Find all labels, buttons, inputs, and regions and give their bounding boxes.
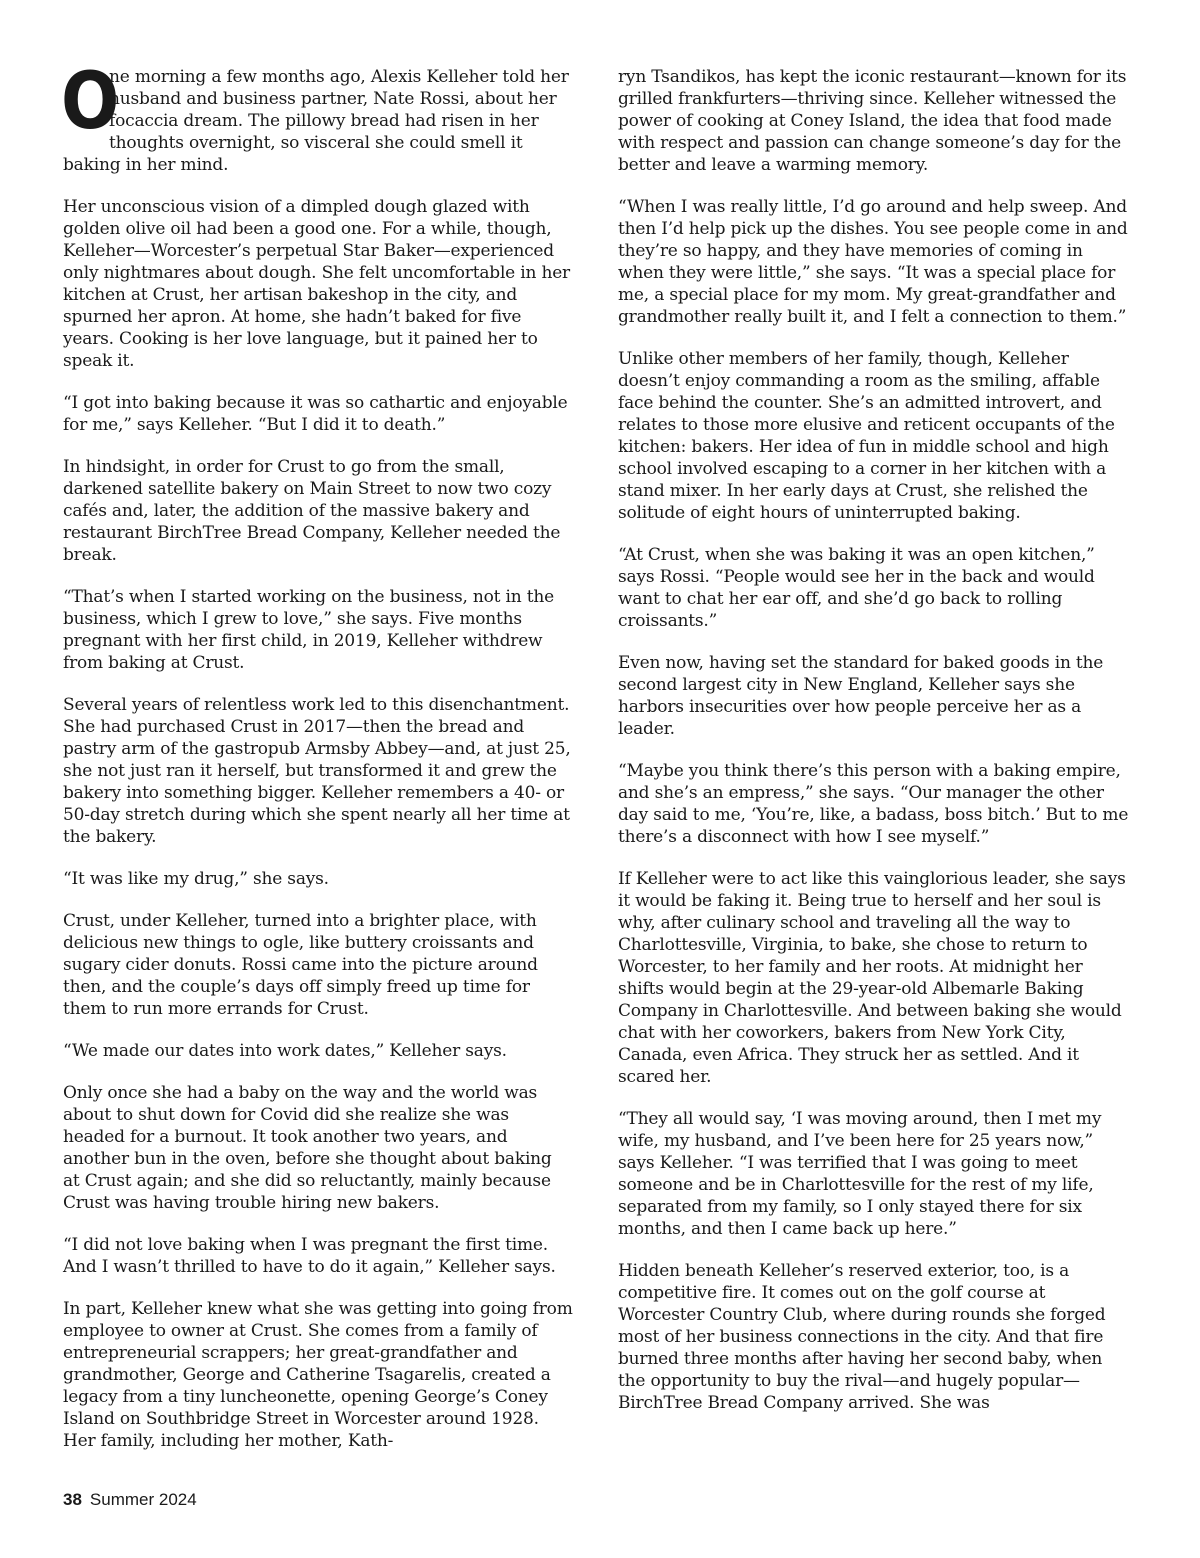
page-number: 38: [63, 1490, 82, 1509]
article-paragraph: Hidden beneath Kelleher’s reserved exterior, too, is a competitive fire. It comes out on the golf course at Worcester Country Club, where during rounds she forged most of her business connections in the city. And that fire burned three months after having her second baby, when the opportunity to buy the rival—and hugely popular—BirchTree Bread Company arrived. She was: [618, 1261, 1106, 1413]
article-paragraph-1: [61, 57, 573, 176]
article-paragraph: “I got into baking because it was so cathartic and enjoyable for me,” says Kelleher. “But I did it to death.”: [63, 393, 568, 435]
issue-label: Summer 2024: [89, 1490, 197, 1509]
article-paragraph: ryn Tsandikos, has kept the iconic restaurant—known for its grilled frankfurters—thriving since. Kelleher witnessed the power of cooking at Coney Island, the idea that food made with respect and passion can change someone’s day for the better and leave a warming memory.: [618, 67, 1127, 175]
article-paragraph: Unlike other members of her family, though, Kelleher doesn’t enjoy commanding a room as the smiling, affable face behind the counter. She’s an admitted introvert, and relates to those more elusive and reticent occupants of the kitchen: bakers. Her idea of fun in middle school and high school involved escaping to a corner in her kitchen with a stand mixer. In her early days at Crust, she relished the solitude of eight hours of uninterrupted baking.: [618, 349, 1115, 523]
article-paragraph: “It was like my drug,” she says.: [63, 869, 329, 889]
article-paragraph: In part, Kelleher knew what she was getting into going from employee to owner at Crust. She comes from a family of entrepreneurial scrappers; her great-grandfather and grandmother, George and Catherine Tsagarelis, created a legacy from a tiny luncheonette, opening George’s Coney Island on Southbridge Street in Worcester around 1928. Her family, including her mother, Kath-: [63, 1299, 573, 1451]
article-paragraph: Only once she had a baby on the way and the world was about to shut down for Covid did she realize she was headed for a burnout. It took another two years, and another bun in the oven, before she thought about baking at Crust again; and she did so reluctantly, mainly because Crust was having trouble hiring new bakers.: [63, 1083, 552, 1213]
article-paragraph: “I did not love baking when I was pregnant the first time. And I wasn’t thrilled to have to do it again,” Kelleher says.: [63, 1235, 556, 1277]
drop-cap: O: [61, 57, 120, 147]
paragraph-text: ne morning a few months ago, Alexis Kelleher told her husband and business partner, Nate Rossi, about her focaccia dream. The pillowy bread had risen in her thoughts overnight, so visceral she could smell it baking in her mind.: [63, 67, 569, 175]
article-paragraph: “We made our dates into work dates,” Kelleher says.: [63, 1041, 507, 1061]
article-paragraph: “When I was really little, I’d go around and help sweep. And then I’d help pick up the dishes. You see people come in and they’re so happy, and they have memories of coming in when they were little,” she says. “It was a special place for me, a special place for my mom. My great-grandfather and grandmother really built it, and I felt a connection to them.”: [618, 197, 1128, 327]
article-paragraph: “That’s when I started working on the business, not in the business, which I grew to love,” she says. Five months pregnant with her first child, in 2019, Kelleher withdrew from baking at Crust.: [63, 587, 554, 673]
article-paragraph: Several years of relentless work led to this disenchantment. She had purchased Crust in 2017—then the bread and pastry arm of the gastropub Armsby Abbey—and, at just 25, she not just ran it herself, but transformed it and grew the bakery into something bigger. Kelleher remembers a 40- or 50-day stretch during which she spent nearly all her time at the bakery.: [63, 695, 571, 847]
right-column: [618, 66, 1132, 1434]
article-paragraph: Her unconscious vision of a dimpled dough glazed with golden olive oil had been a good one. For a while, though, Kelleher—Worcester’s perpetual Star Baker—experienced only nightmares about dough. She felt uncomfortable in her kitchen at Crust, her artisan bakeshop in the city, and spurned her apron. At home, she hadn’t baked for five years. Cooking is her love language, but it pained her to speak it.: [63, 197, 570, 371]
article-paragraph: Even now, having set the standard for baked goods in the second largest city in New England, Kelleher says she harbors insecurities over how people perceive her as a leader.: [618, 653, 1104, 739]
left-column: [61, 57, 573, 1472]
page-footer: [63, 1490, 197, 1510]
article-paragraph: “At Crust, when she was baking it was an open kitchen,” says Rossi. “People would see her in the back and would want to chat her ear off, and she’d go back to rolling croissants.”: [618, 545, 1095, 631]
article-paragraph: Crust, under Kelleher, turned into a brighter place, with delicious new things to ogle, like buttery croissants and sugary cider donuts. Rossi came into the picture around then, and the couple’s days off simply freed up time for them to run more errands for Crust.: [63, 911, 538, 1019]
article-paragraph: “Maybe you think there’s this person with a baking empire, and she’s an empress,” she says. “Our manager the other day said to me, ‘You’re, like, a badass, boss bitch.’ But to me there’s a disconnect with how I see myself.”: [618, 761, 1129, 847]
article-paragraph: “They all would say, ‘I was moving around, then I met my wife, my husband, and I’ve been here for 25 years now,” says Kelleher. “I was terrified that I was going to meet someone and be in Charlottesville for the rest of my life, separated from my family, so I only stayed there for six months, and then I came back up here.”: [618, 1109, 1102, 1239]
article-paragraph: In hindsight, in order for Crust to go from the small, darkened satellite bakery on Main Street to now two cozy cafés and, later, the addition of the massive bakery and restaurant BirchTree Bread Company, Kelleher needed the break.: [63, 457, 561, 565]
article-paragraph: If Kelleher were to act like this vainglorious leader, she says it would be faking it. Being true to herself and her soul is why, after culinary school and traveling all the way to Charlottesville, Virginia, to bake, she chose to return to Worcester, to her family and her roots. At midnight her shifts would begin at the 29-year-old Albemarle Baking Company in Charlottesville. And between baking she would chat with her coworkers, bakers from New York City, Canada, even Africa. They struck her as settled. And it scared her.: [618, 869, 1126, 1087]
